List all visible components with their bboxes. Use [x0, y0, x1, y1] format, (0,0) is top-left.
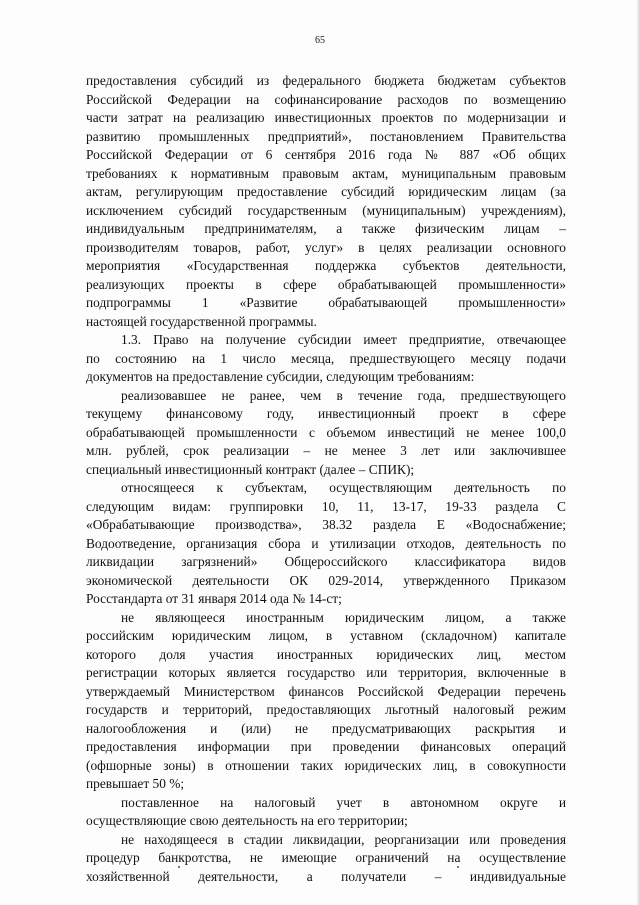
text-line: исключением субсидий государственным (муниципальным) учреждениям),: [86, 202, 566, 218]
text-line: хозяйственной деятельности, а получатели – индивидуальные: [86, 868, 566, 884]
paragraph: [86, 609, 566, 794]
text-line: реализующих проекты в сфере обрабатывающей промышленности»: [86, 276, 566, 292]
text-line: документов на предоставление субсидии, следующим требованиям:: [86, 369, 475, 384]
paragraph: [86, 331, 566, 387]
text-line: ликвидации загрязнений» Общероссийского классификатора видов: [86, 554, 566, 569]
text-line: развитию промышленных предприятий», постановлением Правительства: [86, 128, 566, 144]
text-line: текущему финансовому году, инвестиционный проект в сфере: [86, 406, 566, 421]
text-line: обрабатывающей промышленности с объемом инвестиций не менее 100,0: [86, 424, 566, 440]
text-line: 1.3. Право на получение субсидии имеет предприятие, отвечающее: [121, 332, 566, 347]
paragraph: [86, 387, 566, 480]
text-line: российским юридическим лицом, в уставном (складочном) капитале: [86, 628, 566, 643]
text-line: превышает 50 %;: [86, 776, 185, 791]
text-line: требованиях к нормативным правовым актам, муниципальным правовым: [86, 165, 566, 181]
paragraph: [86, 831, 566, 887]
text-line: специальный инвестиционный контракт (далее – СПИК);: [86, 461, 415, 477]
text-line: не находящееся в стадии ликвидации, реорганизации или проведения: [121, 831, 566, 847]
text-line: Водоотведение, организация сбора и утилизации отходов, деятельность по: [86, 535, 566, 551]
page-number: 65: [315, 35, 325, 46]
text-line: по состоянию на 1 число месяца, предшествующего месяцу подачи: [86, 350, 566, 366]
text-line: утверждаемый Министерством финансов Российской Федерации перечень: [86, 683, 566, 699]
paragraph: [86, 72, 566, 331]
paragraph: [86, 479, 566, 609]
text-line: Российской Федерации на софинансирование расходов по возмещению: [86, 91, 566, 107]
text-line: процедур банкротства, не имеющие ограничений на осуществление: [86, 850, 566, 865]
text-line: которого доля участия иностранных юридических лиц, местом: [86, 646, 566, 662]
text-line: части затрат на реализацию инвестиционных проектов по модернизации и: [86, 110, 566, 125]
text-line: млн. рублей, срок реализации – не менее 3 лет или заключившее: [86, 443, 566, 458]
text-line: настоящей государственной программы.: [86, 313, 317, 329]
text-line: предоставления субсидий из федерального бюджета бюджетам субъектов: [86, 73, 566, 88]
text-line: осуществляющие свою деятельность на его территории;: [86, 813, 408, 828]
text-line: предоставления информации при проведении финансовых операций: [86, 739, 566, 754]
text-line: поставленное на налоговый учет в автономном округе и: [121, 794, 566, 810]
text-line: индивидуальным предпринимателям, а также физическим лицам –: [86, 221, 566, 236]
document-body: [86, 72, 566, 886]
text-line: актам, регулирующим предоставление субсидий юридическим лицам (за: [86, 184, 566, 199]
scan-speck: [178, 866, 180, 868]
text-line: Росстандарта от 31 января 2014 ода № 14-ст;: [86, 591, 342, 606]
paragraph: [86, 794, 566, 831]
text-line: государств и территорий, предоставляющих льготный налоговый режим: [86, 702, 566, 717]
scan-speck: [457, 866, 459, 868]
text-line: мероприятия «Государственная поддержка субъектов деятельности,: [86, 258, 566, 273]
text-line: следующим видам: группировки 10, 11, 13-17, 19-33 раздела С: [86, 498, 566, 514]
text-line: не являющееся иностранным юридическим лицом, а также: [121, 609, 566, 625]
text-line: относящееся к субъектам, осуществляющим деятельность по: [121, 480, 566, 495]
text-line: регистрации которых является государство или территория, включенные в: [86, 665, 566, 680]
text-line: (офшорные зоны) в отношении таких юридических лиц, в совокупности: [86, 757, 566, 773]
text-line: экономической деятельности ОК 029-2014, утвержденного Приказом: [86, 572, 566, 588]
text-line: производителям товаров, работ, услуг» в целях реализации основного: [86, 239, 566, 255]
text-line: налогообложения и (или) не предусматривающих раскрытия и: [86, 720, 566, 736]
text-line: «Обрабатывающие производства», 38.32 раздела Е «Водоснабжение;: [86, 517, 566, 532]
text-line: реализовавшее не ранее, чем в течение года, предшествующего: [121, 387, 566, 403]
text-line: подпрограммы 1 «Развитие обрабатывающей промышленности»: [86, 295, 566, 310]
text-line: Российской Федерации от 6 сентября 2016 года № 887 «Об общих: [86, 147, 566, 162]
